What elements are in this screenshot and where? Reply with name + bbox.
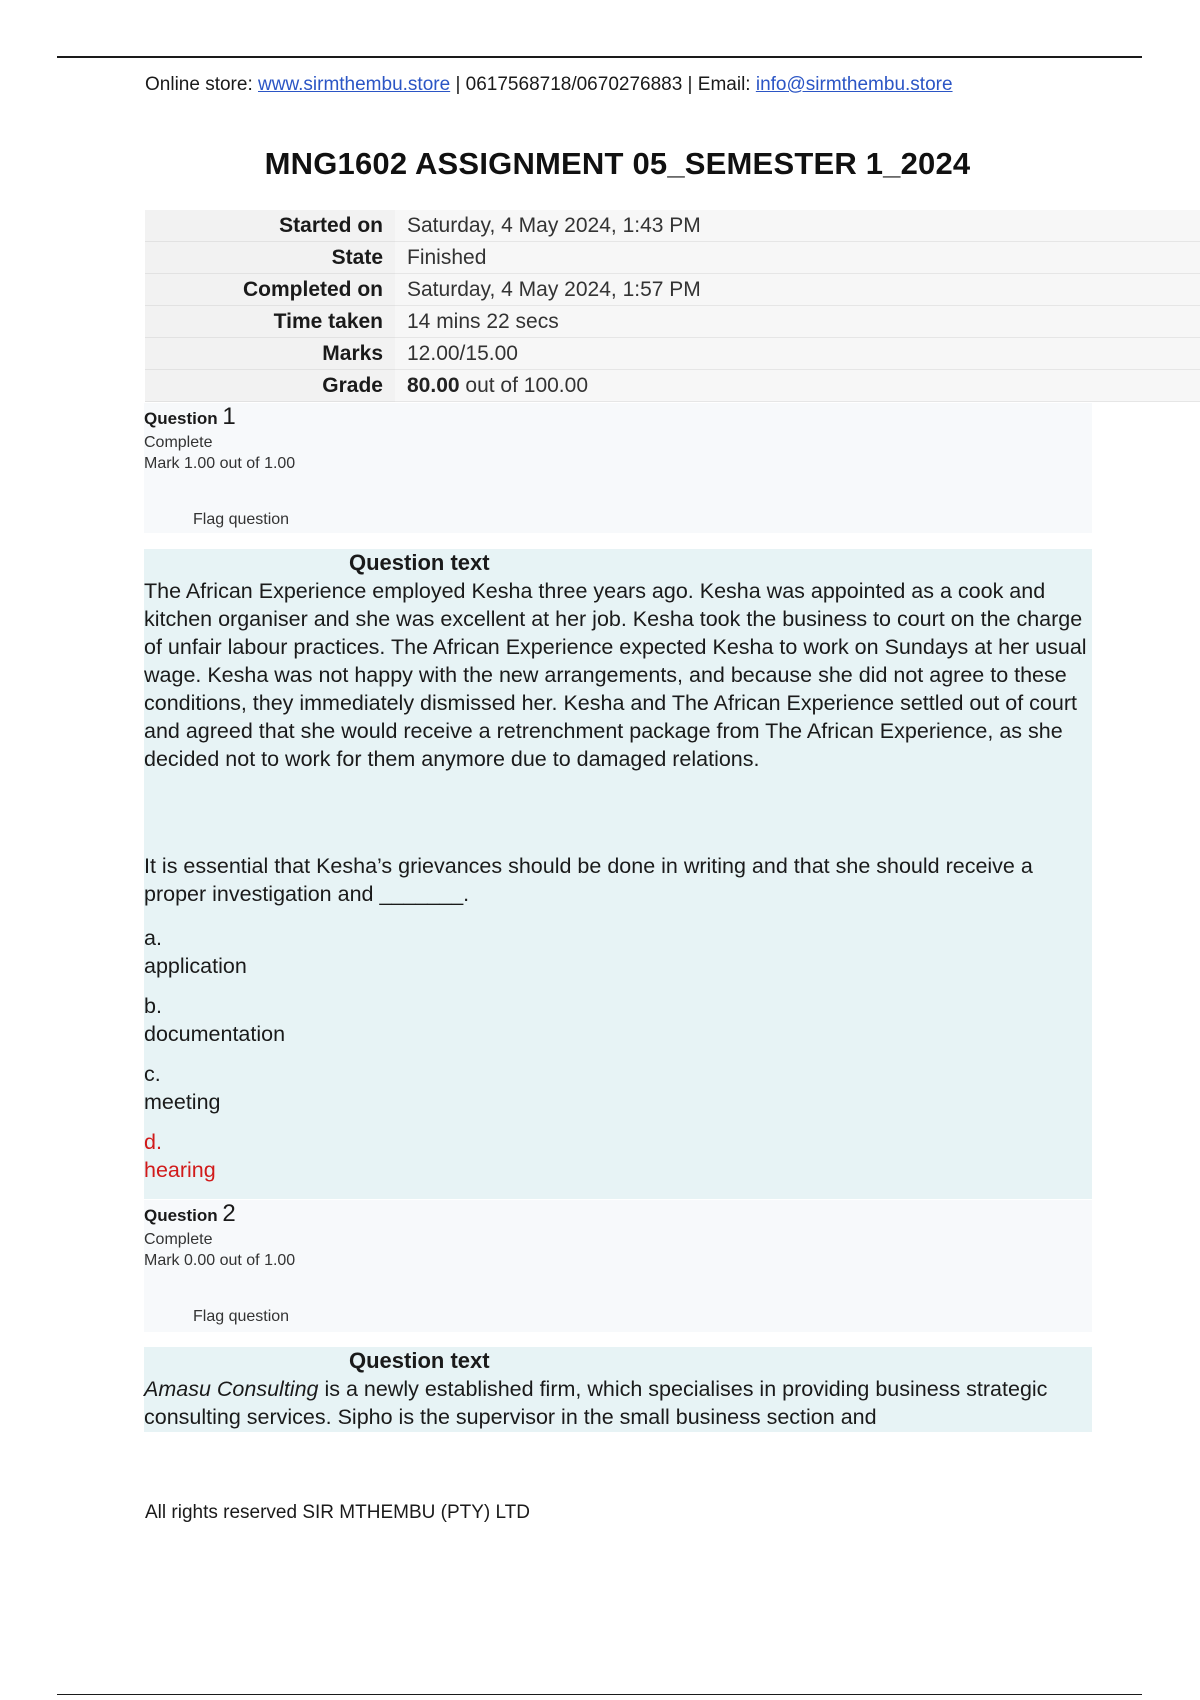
option-letter: c. [144,1062,161,1086]
attempt-summary-table [145,210,1200,402]
top-rule [57,56,1142,58]
question-paragraph: It is essential that Kesha’s grievances should be done in writing and that she should receive a proper investigation and _______. [144,854,1033,906]
question-word: Question [144,1206,218,1225]
footer-copyright: All rights reserved SIR MTHEMBU (PTY) LTD [145,1502,530,1523]
summary-value: 12.00/15.00 [395,338,1200,370]
answer-option-b[interactable] [144,992,1089,1048]
question-text-heading: Question text [349,550,490,575]
page-title: MNG1602 ASSIGNMENT 05_SEMESTER 1_2024 [264,146,971,181]
summary-label: State [145,242,395,274]
summary-row [145,274,1200,306]
question-2-info [144,1200,1092,1332]
answer-option-c[interactable] [144,1060,1089,1116]
question-mark: Mark 1.00 out of 1.00 [144,455,296,472]
question-word: Question [144,409,218,428]
summary-row [145,338,1200,370]
summary-row [145,306,1200,338]
bottom-rule [57,1694,1142,1695]
grade-value-cell [395,370,1200,402]
grade-label: Grade [145,370,395,402]
store-header [145,74,953,96]
grade-value: 80.00 [407,373,460,397]
question-status: Complete [144,434,213,451]
question-status: Complete [144,1231,213,1248]
option-label: documentation [144,1022,286,1046]
summary-value: Finished [395,242,1200,274]
store-link[interactable]: www.sirmthembu.store [258,74,451,95]
paragraph-rest: is a newly established firm, which specialises in providing business strategic consulting services. Sipho is the supervisor in the small business section and [144,1377,1048,1429]
summary-value: Saturday, 4 May 2024, 1:57 PM [395,274,1200,306]
question-2-content [144,1347,1092,1432]
summary-row [145,242,1200,274]
summary-row [145,210,1200,242]
question-label [144,403,236,430]
question-mark: Mark 0.00 out of 1.00 [144,1252,296,1269]
summary-label: Started on [145,210,395,242]
company-name: Amasu Consulting [144,1377,319,1401]
option-letter: a. [144,926,162,950]
summary-value: Saturday, 4 May 2024, 1:43 PM [395,210,1200,242]
flag-question-link[interactable]: Flag question [193,1308,290,1325]
question-label [144,1200,236,1227]
answer-option-a[interactable] [144,924,1089,980]
flag-question-link[interactable]: Flag question [193,511,290,528]
answer-options [144,912,1089,1184]
option-label: meeting [144,1090,221,1114]
store-prefix: Online store: [145,74,258,95]
summary-label: Time taken [145,306,395,338]
option-letter: b. [144,994,162,1018]
question-paragraph [144,1375,1089,1431]
summary-label: Completed on [145,274,395,306]
option-label: application [144,954,247,978]
option-label: hearing [144,1158,216,1182]
email-link[interactable]: info@sirmthembu.store [755,74,953,95]
question-1-info [144,403,1092,533]
grade-suffix: out of 100.00 [459,373,589,397]
option-letter: d. [144,1130,162,1154]
answer-option-d-selected[interactable] [144,1128,1089,1184]
summary-row-grade [145,370,1200,402]
question-1-content [144,549,1092,1199]
contact-phones: | 0617568718/0670276883 | Email: [450,74,756,95]
summary-value: 14 mins 22 secs [395,306,1200,338]
question-paragraph: The African Experience employed Kesha three years ago. Kesha was appointed as a cook and kitchen organiser and she was excellent at her job. Kesha took the business to court on the charge of unfair labour practices. The African Experience expected Kesha to work on Sundays at her usual wage. Kesha was not happy with the new arrangements, and because she did not agree to these conditions, they immediately dismissed her. Kesha and The African Experience settled out of court and agreed that she would receive a retrenchment package from The African Experience, as she decided not to work for them anymore due to damaged relations. [144,579,1087,771]
question-number: 2 [222,1200,236,1227]
summary-label: Marks [145,338,395,370]
question-text-heading: Question text [349,1348,490,1373]
question-number: 1 [222,403,236,430]
